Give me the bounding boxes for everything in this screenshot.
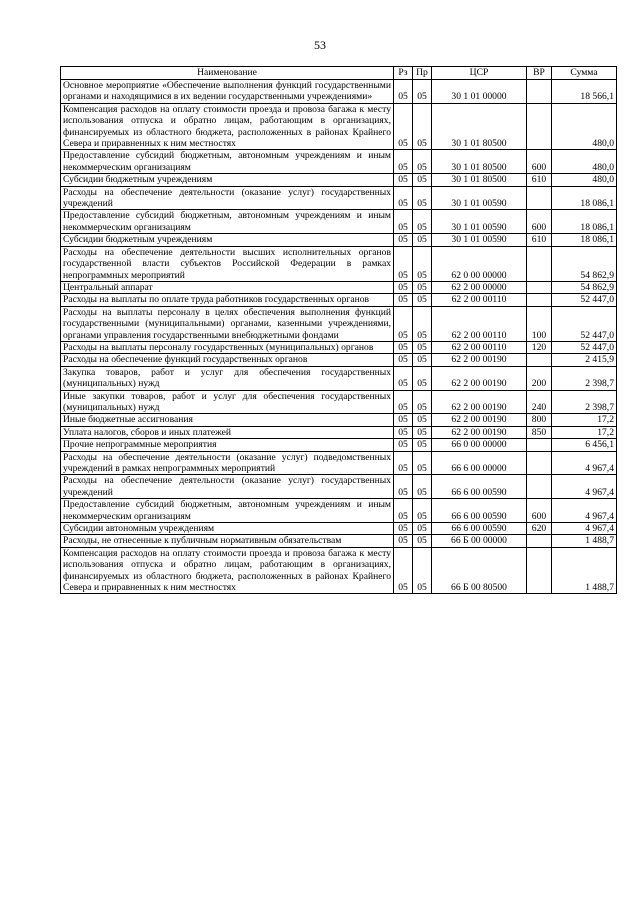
cell-sum: 18 086,1 (552, 234, 617, 246)
table-row (61, 234, 617, 246)
cell-vr: 240 (527, 390, 552, 414)
cell-name: Центральный аппарат (61, 281, 394, 293)
cell-name: Прочие непрограммные мероприятия (61, 439, 394, 451)
cell-pr: 05 (413, 451, 432, 475)
cell-pr: 05 (413, 341, 432, 353)
cell-rz: 05 (394, 414, 413, 426)
cell-rz: 05 (394, 451, 413, 475)
table-row (61, 414, 617, 426)
cell-pr: 05 (413, 80, 432, 104)
cell-rz: 05 (394, 366, 413, 390)
cell-rz: 05 (394, 475, 413, 499)
cell-vr: 100 (527, 306, 552, 341)
cell-vr: 600 (527, 499, 552, 523)
cell-sum: 17,2 (552, 426, 617, 438)
cell-vr (527, 80, 552, 104)
cell-name: Расходы на выплаты персоналу государственных (муниципальных) органов (61, 341, 394, 353)
cell-rz: 05 (394, 499, 413, 523)
header-rz: Рз (394, 67, 413, 80)
table-row (61, 150, 617, 174)
cell-name: Уплата налогов, сборов и иных платежей (61, 426, 394, 438)
cell-vr: 610 (527, 174, 552, 186)
cell-csr: 62 2 00 00190 (432, 390, 527, 414)
cell-rz: 05 (394, 439, 413, 451)
cell-csr: 66 Б 00 80500 (432, 547, 527, 594)
cell-name: Закупка товаров, работ и услуг для обеспечения государственных (муниципальных) нужд (61, 366, 394, 390)
cell-vr (527, 103, 552, 150)
table-row (61, 426, 617, 438)
cell-pr: 05 (413, 499, 432, 523)
cell-pr: 05 (413, 306, 432, 341)
cell-csr: 66 0 00 00000 (432, 439, 527, 451)
cell-pr: 05 (413, 281, 432, 293)
cell-sum: 480,0 (552, 150, 617, 174)
cell-rz: 05 (394, 426, 413, 438)
table-row (61, 523, 617, 535)
cell-pr: 05 (413, 390, 432, 414)
cell-csr: 66 6 00 00590 (432, 523, 527, 535)
cell-vr (527, 475, 552, 499)
cell-pr: 05 (413, 210, 432, 234)
header-csr: ЦСР (432, 67, 527, 80)
cell-vr: 620 (527, 523, 552, 535)
cell-sum: 18 566,1 (552, 80, 617, 104)
header-pr: Пр (413, 67, 432, 80)
cell-name: Расходы на обеспечение деятельности (оказание услуг) подведомственных учреждений в рамках непрограммных мероприятий (61, 451, 394, 475)
table-row (61, 103, 617, 150)
cell-sum: 4 967,4 (552, 475, 617, 499)
cell-name: Предоставление субсидий бюджетным, автономным учреждениям и иным некоммерческим организациям (61, 210, 394, 234)
cell-name: Расходы, не отнесенные к публичным нормативным обязательствам (61, 535, 394, 547)
cell-name: Субсидии бюджетным учреждениям (61, 234, 394, 246)
cell-sum: 52 447,0 (552, 306, 617, 341)
cell-name: Расходы на обеспечение деятельности (оказание услуг) государственных учреждений (61, 186, 394, 210)
cell-csr: 30 1 01 00590 (432, 234, 527, 246)
table-row (61, 439, 617, 451)
cell-csr: 30 1 01 80500 (432, 150, 527, 174)
cell-csr: 66 6 00 00590 (432, 499, 527, 523)
cell-sum: 54 862,9 (552, 246, 617, 281)
cell-name: Предоставление субсидий бюджетным, автономным учреждениям и иным некоммерческим организациям (61, 150, 394, 174)
table-row (61, 451, 617, 475)
header-vr: ВР (527, 67, 552, 80)
cell-vr: 800 (527, 414, 552, 426)
cell-sum: 18 086,1 (552, 210, 617, 234)
cell-csr: 62 2 00 00190 (432, 366, 527, 390)
table-row (61, 499, 617, 523)
cell-rz: 05 (394, 535, 413, 547)
cell-sum: 18 086,1 (552, 186, 617, 210)
cell-sum: 480,0 (552, 103, 617, 150)
cell-name: Основное мероприятие «Обеспечение выполнения функций государственными органами и находящимися в их ведении государственными учреждениями» (61, 80, 394, 104)
table-body (61, 80, 617, 594)
cell-pr: 05 (413, 414, 432, 426)
cell-pr: 05 (413, 186, 432, 210)
cell-csr: 62 2 00 00110 (432, 294, 527, 306)
header-sum: Сумма (552, 67, 617, 80)
cell-csr: 66 6 00 00000 (432, 451, 527, 475)
cell-csr: 30 1 01 00590 (432, 186, 527, 210)
cell-rz: 05 (394, 354, 413, 366)
cell-name: Расходы на выплаты персоналу в целях обеспечения выполнения функций государственными (муниципальными) органами, казенными учреждениями, органами управления государственными внебюджетными фондами (61, 306, 394, 341)
cell-vr: 200 (527, 366, 552, 390)
cell-name: Расходы на обеспечение деятельности (оказание услуг) государственных учреждений (61, 475, 394, 499)
cell-csr: 30 1 01 00590 (432, 210, 527, 234)
cell-rz: 05 (394, 103, 413, 150)
cell-sum: 1 488,7 (552, 535, 617, 547)
cell-rz: 05 (394, 281, 413, 293)
cell-name: Компенсация расходов на оплату стоимости проезда и провоза багажа к месту использования отпуска и обратно лицам, работающим в организациях, финансируемых из областного бюджета, расположенных в районах Крайнего Севера и приравненных к ним местностях (61, 103, 394, 150)
cell-pr: 05 (413, 535, 432, 547)
cell-csr: 66 Б 00 00000 (432, 535, 527, 547)
cell-rz: 05 (394, 390, 413, 414)
table-row (61, 547, 617, 594)
cell-vr (527, 535, 552, 547)
cell-rz: 05 (394, 341, 413, 353)
cell-sum: 4 967,4 (552, 451, 617, 475)
cell-vr (527, 547, 552, 594)
cell-rz: 05 (394, 234, 413, 246)
cell-pr: 05 (413, 246, 432, 281)
cell-name: Расходы на обеспечение деятельности высших исполнительных органов государственной власти субъектов Российской Федерации в рамках непрограммных мероприятий (61, 246, 394, 281)
cell-sum: 1 488,7 (552, 547, 617, 594)
cell-pr: 05 (413, 103, 432, 150)
cell-csr: 66 6 00 00590 (432, 475, 527, 499)
cell-sum: 480,0 (552, 174, 617, 186)
cell-vr (527, 186, 552, 210)
cell-rz: 05 (394, 246, 413, 281)
table-row (61, 174, 617, 186)
table-row (61, 210, 617, 234)
table-row (61, 354, 617, 366)
table-header-row (61, 67, 617, 80)
cell-pr: 05 (413, 547, 432, 594)
cell-csr: 62 2 00 00190 (432, 414, 527, 426)
table-row (61, 390, 617, 414)
cell-rz: 05 (394, 306, 413, 341)
cell-pr: 05 (413, 354, 432, 366)
cell-csr: 62 2 00 00190 (432, 354, 527, 366)
cell-pr: 05 (413, 523, 432, 535)
cell-csr: 62 2 00 00110 (432, 306, 527, 341)
cell-vr: 610 (527, 234, 552, 246)
cell-vr: 600 (527, 210, 552, 234)
cell-csr: 30 1 01 80500 (432, 103, 527, 150)
cell-sum: 52 447,0 (552, 341, 617, 353)
cell-sum: 54 862,9 (552, 281, 617, 293)
cell-vr (527, 354, 552, 366)
cell-sum: 2 398,7 (552, 390, 617, 414)
cell-name: Субсидии автономным учреждениям (61, 523, 394, 535)
cell-vr: 850 (527, 426, 552, 438)
cell-rz: 05 (394, 186, 413, 210)
cell-sum: 52 447,0 (552, 294, 617, 306)
cell-vr: 600 (527, 150, 552, 174)
table-row (61, 186, 617, 210)
cell-rz: 05 (394, 80, 413, 104)
cell-csr: 30 1 01 80500 (432, 174, 527, 186)
cell-pr: 05 (413, 150, 432, 174)
cell-sum: 2 415,9 (552, 354, 617, 366)
cell-vr (527, 281, 552, 293)
cell-pr: 05 (413, 439, 432, 451)
cell-pr: 05 (413, 234, 432, 246)
header-name: Наименование (61, 67, 394, 80)
cell-vr (527, 451, 552, 475)
cell-name: Субсидии бюджетным учреждениям (61, 174, 394, 186)
cell-pr: 05 (413, 475, 432, 499)
table-row (61, 246, 617, 281)
table-row (61, 366, 617, 390)
cell-name: Расходы на обеспечение функций государственных органов (61, 354, 394, 366)
cell-pr: 05 (413, 366, 432, 390)
cell-csr: 30 1 01 00000 (432, 80, 527, 104)
cell-rz: 05 (394, 150, 413, 174)
table-row (61, 281, 617, 293)
cell-csr: 62 2 00 00000 (432, 281, 527, 293)
cell-name: Иные закупки товаров, работ и услуг для обеспечения государственных (муниципальных) нужд (61, 390, 394, 414)
budget-table (60, 66, 617, 594)
cell-csr: 62 2 00 00110 (432, 341, 527, 353)
cell-pr: 05 (413, 426, 432, 438)
cell-rz: 05 (394, 547, 413, 594)
table-row (61, 535, 617, 547)
cell-pr: 05 (413, 294, 432, 306)
cell-sum: 6 456,1 (552, 439, 617, 451)
cell-name: Иные бюджетные ассигнования (61, 414, 394, 426)
cell-rz: 05 (394, 523, 413, 535)
page-number: 53 (314, 38, 326, 52)
table-row (61, 294, 617, 306)
cell-vr (527, 294, 552, 306)
cell-sum: 4 967,4 (552, 523, 617, 535)
cell-vr (527, 439, 552, 451)
cell-csr: 62 2 00 00190 (432, 426, 527, 438)
table-row (61, 80, 617, 104)
cell-rz: 05 (394, 294, 413, 306)
cell-pr: 05 (413, 174, 432, 186)
table-row (61, 475, 617, 499)
cell-vr (527, 246, 552, 281)
cell-name: Предоставление субсидий бюджетным, автономным учреждениям и иным некоммерческим организациям (61, 499, 394, 523)
cell-sum: 2 398,7 (552, 366, 617, 390)
table-row (61, 341, 617, 353)
cell-vr: 120 (527, 341, 552, 353)
cell-rz: 05 (394, 210, 413, 234)
cell-sum: 4 967,4 (552, 499, 617, 523)
cell-sum: 17,2 (552, 414, 617, 426)
cell-name: Компенсация расходов на оплату стоимости проезда и провоза багажа к месту использования отпуска и обратно лицам, работающим в организациях, финансируемых из областного бюджета, расположенных в районах Крайнего Севера и приравненных к ним местностях (61, 547, 394, 594)
cell-name: Расходы на выплаты по оплате труда работников государственных органов (61, 294, 394, 306)
table-row (61, 306, 617, 341)
cell-rz: 05 (394, 174, 413, 186)
cell-csr: 62 0 00 00000 (432, 246, 527, 281)
